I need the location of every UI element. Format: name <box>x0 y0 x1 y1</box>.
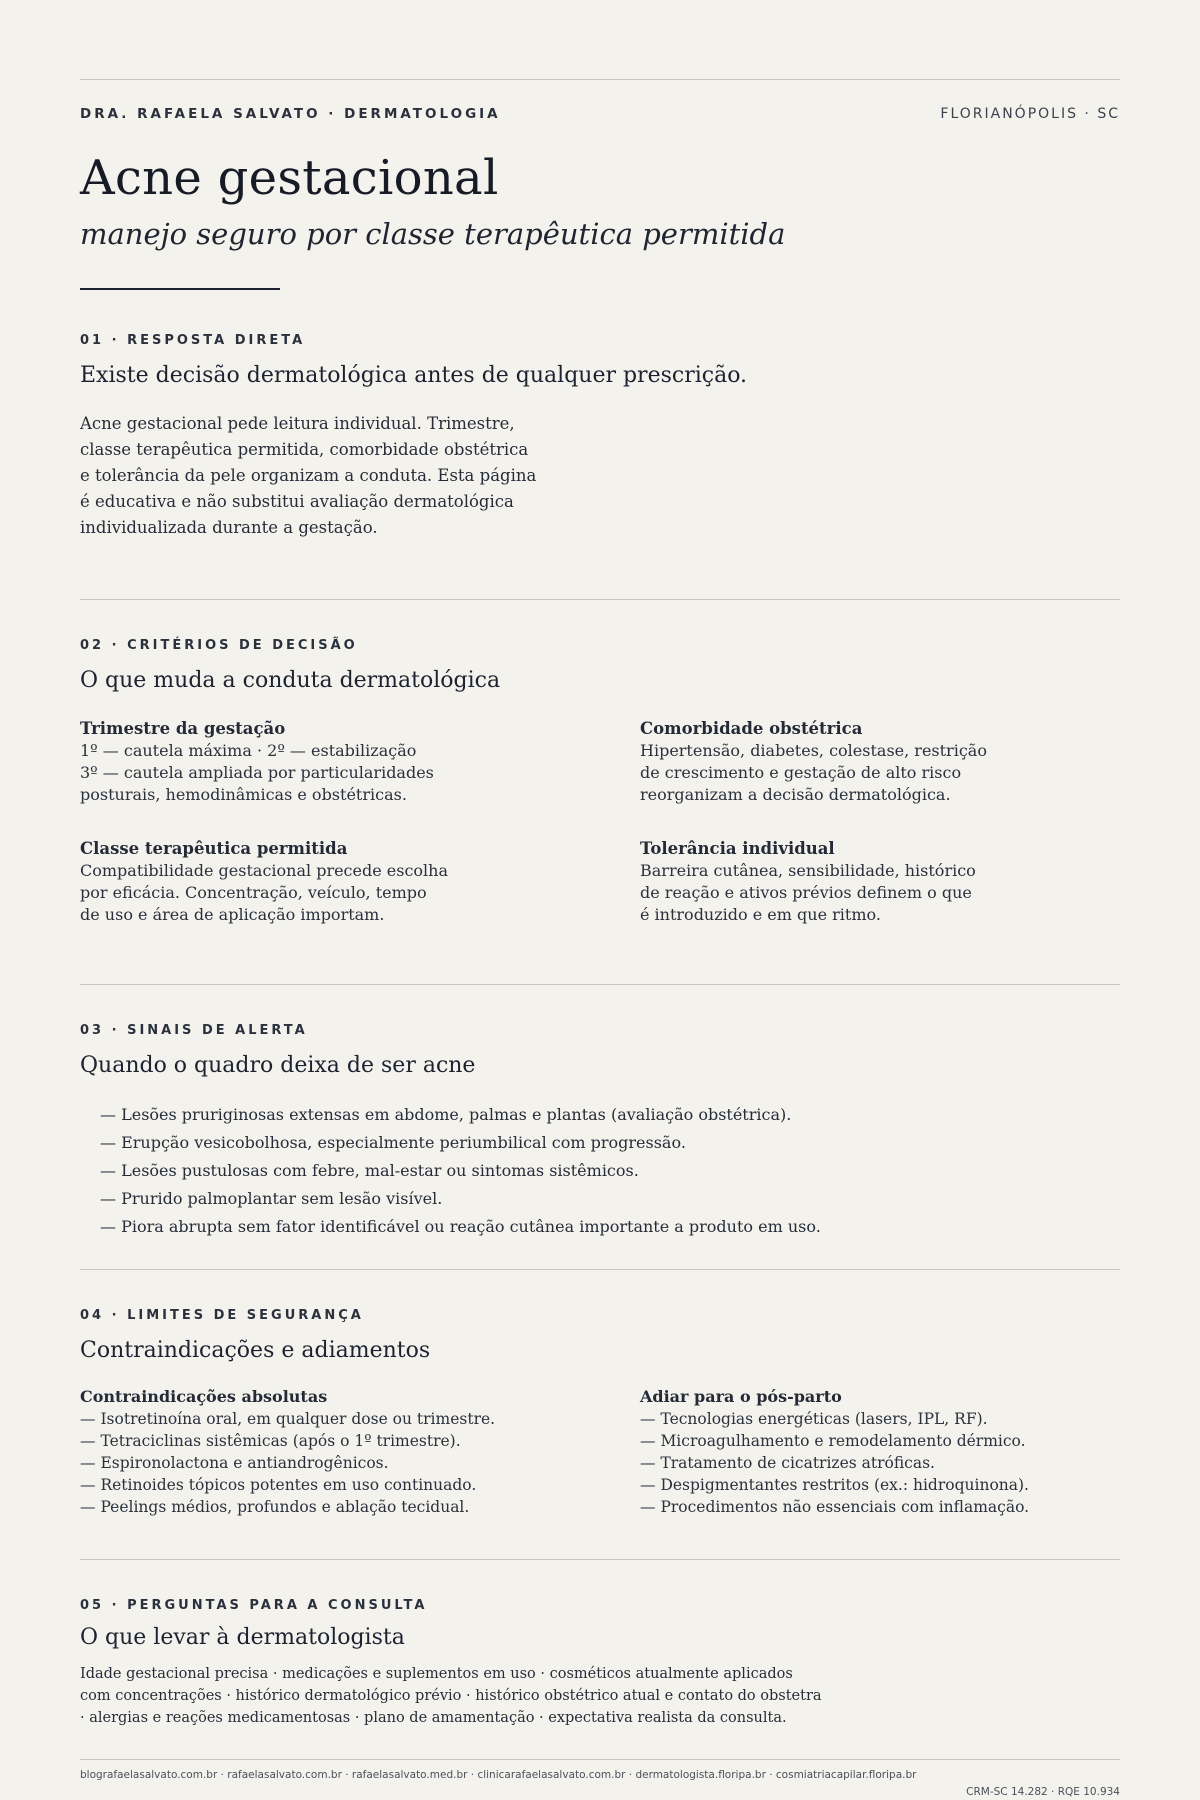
alert-item: — Prurido palmoplantar sem lesão visível. <box>100 1185 821 1213</box>
paragraph-line: · alergias e reações medicamentosas · plano de amamentação · expectativa realista da consulta. <box>80 1710 787 1726</box>
page <box>80 0 1120 1800</box>
criterion-classe-terapeutica <box>80 837 520 926</box>
alert-item: — Piora abrupta sem fator identificável ou reação cutânea importante a produto em uso. <box>100 1213 821 1241</box>
postpartum-column <box>640 1386 1110 1518</box>
paragraph-line: Idade gestacional precisa · medicações e suplementos em uso · cosméticos atualmente aplicados <box>80 1666 793 1682</box>
list-item: — Isotretinoína oral, em qualquer dose ou trimestre. <box>80 1408 550 1430</box>
footer-site-links[interactable]: blografaelasalvato.com.br · rafaelasalvato.com.br · rafaelasalvato.med.br · clinicarafaelasalvato.com.br · dermatologista.floripa.br · cosmiatriacapilar.floripa.br <box>80 1769 917 1781</box>
criterion-line: de reação e ativos prévios definem o que <box>640 883 972 902</box>
list-item: — Procedimentos não essenciais com inflamação. <box>640 1496 1110 1518</box>
paragraph-line: é educativa e não substitui avaliação dermatológica <box>80 492 514 511</box>
criterion-tolerancia <box>640 837 1080 926</box>
section-heading-sinais-alerta: Quando o quadro deixa de ser acne <box>80 1053 476 1078</box>
section-label-perguntas: 05 · PERGUNTAS PARA A CONSULTA <box>80 1598 428 1613</box>
section-label-sinais-alerta: 03 · SINAIS DE ALERTA <box>80 1023 308 1038</box>
list-item: — Espironolactona e antiandrogênicos. <box>80 1452 550 1474</box>
criterion-title: Comorbidade obstétrica <box>640 719 863 738</box>
contraindications-list <box>80 1408 550 1518</box>
criterion-line: 3º — cautela ampliada por particularidades <box>80 763 434 782</box>
alert-item: — Lesões pruriginosas extensas em abdome, palmas e plantas (avaliação obstétrica). <box>100 1101 821 1129</box>
criterion-trimestre <box>80 717 520 806</box>
resposta-direta-paragraph <box>80 411 536 541</box>
alert-item: — Lesões pustulosas com febre, mal-estar ou sintomas sistêmicos. <box>100 1157 821 1185</box>
criterion-line: 1º — cautela máxima · 2º — estabilização <box>80 741 417 760</box>
list-item: — Peelings médios, profundos e ablação tecidual. <box>80 1496 550 1518</box>
section-label-criterios: 02 · CRITÉRIOS DE DECISÃO <box>80 638 358 653</box>
section-divider <box>80 599 1120 600</box>
title-underline <box>80 288 280 290</box>
criterion-line: Compatibilidade gestacional precede escolha <box>80 861 449 880</box>
section-label-resposta-direta: 01 · RESPOSTA DIRETA <box>80 333 306 348</box>
paragraph-line: Acne gestacional pede leitura individual. Trimestre, <box>80 414 515 433</box>
list-item: — Tratamento de cicatrizes atróficas. <box>640 1452 1110 1474</box>
page-subtitle: manejo seguro por classe terapêutica permitida <box>80 217 786 251</box>
criterion-line: Hipertensão, diabetes, colestase, restrição <box>640 741 987 760</box>
contraindications-column <box>80 1386 550 1518</box>
criterion-title: Classe terapêutica permitida <box>80 839 348 858</box>
criterion-line: de crescimento e gestação de alto risco <box>640 763 962 782</box>
footer-registration: CRM-SC 14.282 · RQE 10.934 <box>966 1786 1120 1798</box>
footer-divider <box>80 1759 1120 1760</box>
list-item: — Microagulhamento e remodelamento dérmico. <box>640 1430 1110 1452</box>
paragraph-line: com concentrações · histórico dermatológico prévio · histórico obstétrico atual e contato do obstetra <box>80 1688 822 1704</box>
criterion-line: por eficácia. Concentração, veículo, tempo <box>80 883 427 902</box>
paragraph-line: individualizada durante a gestação. <box>80 518 378 537</box>
paragraph-line: e tolerância da pele organizam a conduta. Esta página <box>80 466 537 485</box>
section-divider <box>80 984 1120 985</box>
page-title: Acne gestacional <box>80 150 499 206</box>
section-heading-criterios: O que muda a conduta dermatológica <box>80 668 501 693</box>
doctor-specialty-header: DRA. RAFAELA SALVATO · DERMATOLOGIA <box>80 106 501 122</box>
postpartum-title: Adiar para o pós-parto <box>640 1387 842 1406</box>
criterion-line: posturais, hemodinâmicas e obstétricas. <box>80 785 407 804</box>
top-divider <box>80 79 1120 80</box>
location-header: FLORIANÓPOLIS · SC <box>940 106 1120 122</box>
list-item: — Tetraciclinas sistêmicas (após o 1º trimestre). <box>80 1430 550 1452</box>
criterion-title: Trimestre da gestação <box>80 719 286 738</box>
alert-item: — Erupção vesicobolhosa, especialmente periumbilical com progressão. <box>100 1129 821 1157</box>
section-heading-resposta-direta: Existe decisão dermatológica antes de qualquer prescrição. <box>80 363 748 388</box>
list-item: — Despigmentantes restritos (ex.: hidroquinona). <box>640 1474 1110 1496</box>
consultation-checklist <box>80 1663 822 1729</box>
paragraph-line: classe terapêutica permitida, comorbidade obstétrica <box>80 440 529 459</box>
section-label-limites: 04 · LIMITES DE SEGURANÇA <box>80 1308 364 1323</box>
list-item: — Retinoides tópicos potentes em uso continuado. <box>80 1474 550 1496</box>
postpartum-list <box>640 1408 1110 1518</box>
section-divider <box>80 1559 1120 1560</box>
criterion-line: reorganizam a decisão dermatológica. <box>640 785 951 804</box>
criterion-line: é introduzido e em que ritmo. <box>640 905 881 924</box>
section-heading-perguntas: O que levar à dermatologista <box>80 1625 405 1650</box>
list-item: — Tecnologias energéticas (lasers, IPL, RF). <box>640 1408 1110 1430</box>
criterion-title: Tolerância individual <box>640 839 835 858</box>
criterion-comorbidade <box>640 717 1080 806</box>
criterion-line: de uso e área de aplicação importam. <box>80 905 385 924</box>
section-heading-limites: Contraindicações e adiamentos <box>80 1338 431 1363</box>
criterion-line: Barreira cutânea, sensibilidade, histórico <box>640 861 976 880</box>
alert-list <box>100 1101 821 1241</box>
contraindications-title: Contraindicações absolutas <box>80 1387 328 1406</box>
section-divider <box>80 1269 1120 1270</box>
